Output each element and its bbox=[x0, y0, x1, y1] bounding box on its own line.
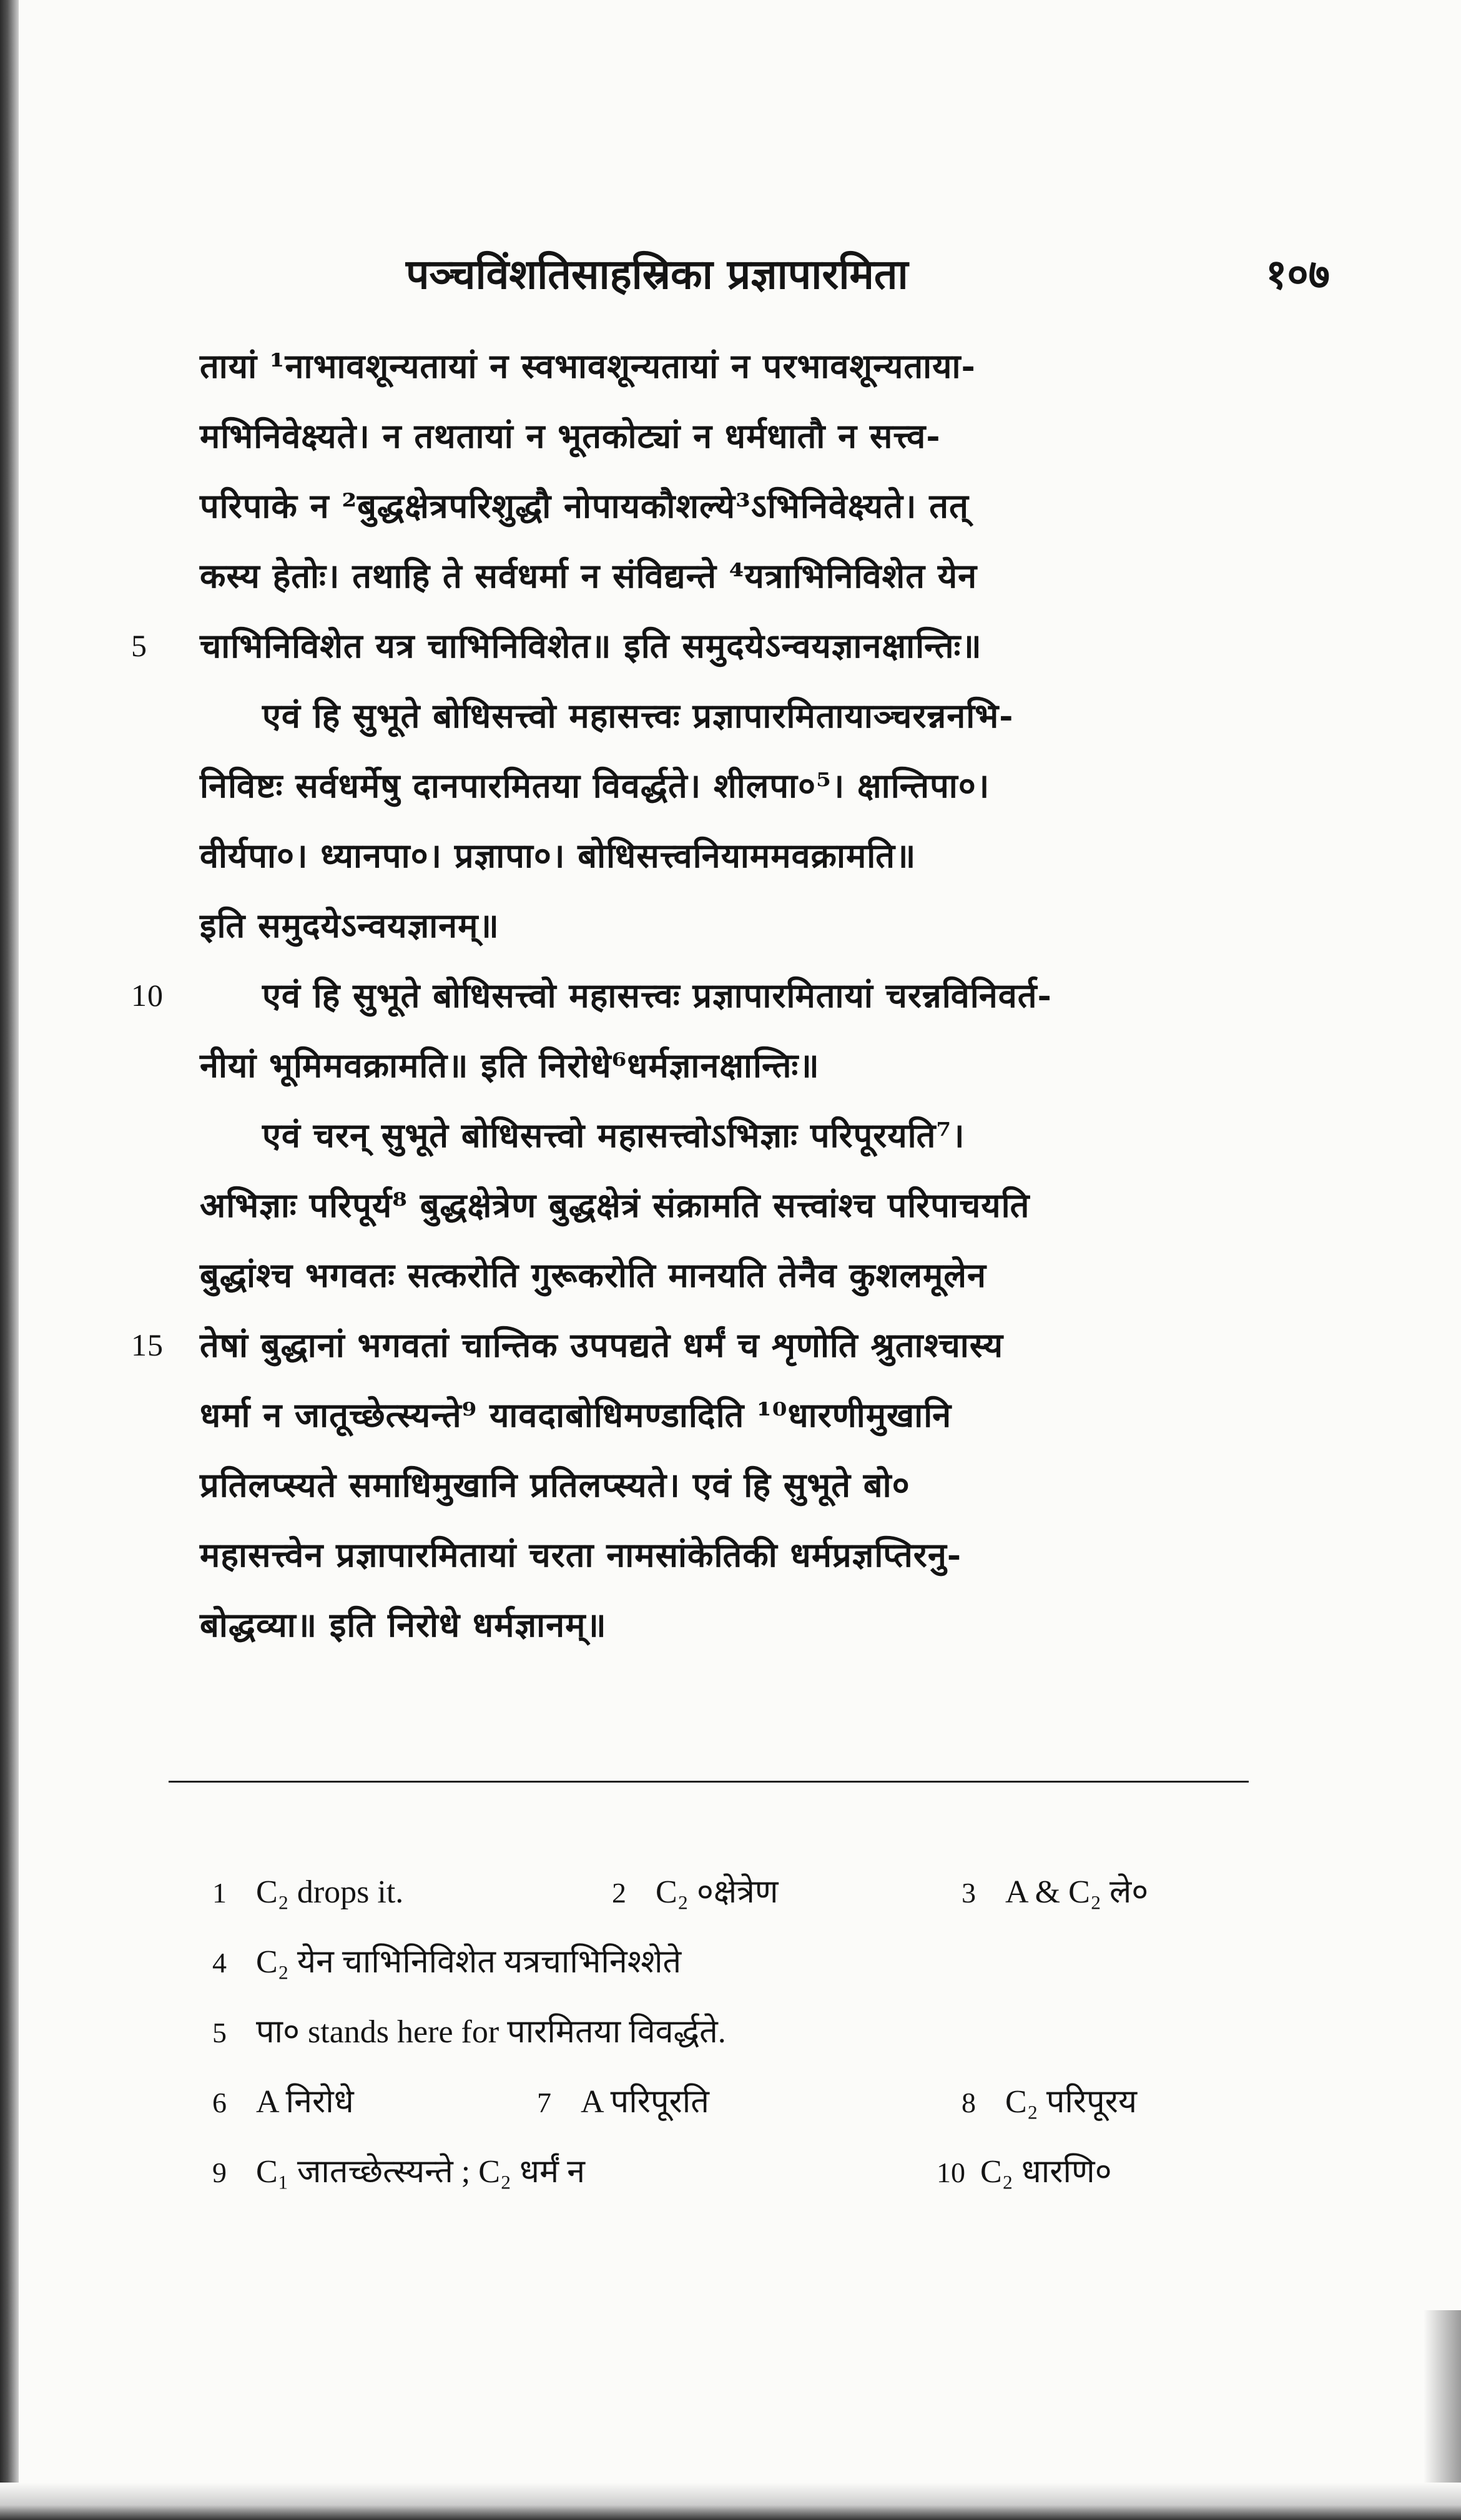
footnote-row bbox=[212, 1997, 1311, 2067]
line-text: धर्मा न जातूच्छेत्स्यन्ते⁹ यावदाबोधिमण्डादिति ¹⁰धारणीमुखानि bbox=[200, 1395, 952, 1435]
line-text: परिपाके न ²बुद्धक्षेत्रपरिशुद्धौ नोपायकौशल्ये³ऽभिनिवेक्ष्यते। तत् bbox=[200, 486, 969, 526]
line-text: एवं चरन् सुभूते बोधिसत्त्वो महासत्त्वोऽभिज्ञाः परिपूरयति⁷। bbox=[262, 1115, 965, 1155]
footnote-number: 2 bbox=[612, 1877, 626, 1909]
text-line bbox=[200, 1520, 1311, 1590]
text-line bbox=[200, 331, 1311, 401]
line-text: प्रतिलप्स्यते समाधिमुखानि प्रतिलप्स्यते। एवं हि सुभूते बो० bbox=[200, 1465, 910, 1505]
text-line bbox=[200, 471, 1311, 541]
footnote-text: C₂ परिपूरय bbox=[1005, 2084, 1138, 2120]
main-text bbox=[131, 331, 1311, 1660]
line-text: अभिज्ञाः परिपूर्य⁸ बुद्धक्षेत्रेण बुद्धक्षेत्रं संक्रामति सत्त्वांश्च परिपाचयति bbox=[200, 1185, 1030, 1225]
line-text: महासत्त्वेन प्रज्ञापारमितायां चरता नामसांकेतिकी धर्मप्रज्ञप्तिरनु- bbox=[200, 1535, 962, 1575]
page-header bbox=[406, 245, 1342, 313]
line-number: 15 bbox=[131, 1327, 164, 1362]
footnote-number: 1 bbox=[212, 1877, 227, 1909]
page-bottom-edge bbox=[0, 2483, 1461, 2520]
footnote bbox=[212, 2137, 585, 2208]
footnote-number: 9 bbox=[212, 2157, 227, 2188]
line-number: 10 bbox=[131, 978, 164, 1013]
footnotes bbox=[212, 1858, 1311, 2207]
line-number: 5 bbox=[131, 628, 147, 663]
footnote-number: 8 bbox=[962, 2087, 976, 2119]
page-binding-edge bbox=[0, 0, 19, 2520]
text-line bbox=[131, 960, 1311, 1030]
footnote-row bbox=[212, 1858, 1311, 1927]
footnote-text: A & C₂ ले० bbox=[1005, 1874, 1149, 1910]
text-line bbox=[200, 1380, 1311, 1450]
footnote-number: 3 bbox=[962, 1877, 976, 1909]
line-text: मभिनिवेक्ष्यते। न तथतायां न भूतकोट्यां न धर्मधातौ न सत्त्व- bbox=[200, 416, 941, 456]
footnote-number: 7 bbox=[537, 2087, 551, 2119]
text-line bbox=[200, 1170, 1311, 1240]
footnote-number: 4 bbox=[212, 1947, 227, 1979]
footnote-number: 5 bbox=[212, 2017, 227, 2049]
footnote-divider bbox=[169, 1781, 1249, 1783]
footnote bbox=[212, 1997, 726, 2068]
line-text: तायां ¹नाभावशून्यतायां न स्वभावशून्यतायां न परभावशून्यताया- bbox=[200, 346, 976, 386]
footnote-text: A निरोधे bbox=[256, 2084, 354, 2120]
text-line bbox=[200, 1450, 1311, 1520]
line-text: एवं हि सुभूते बोधिसत्त्वो महासत्त्वः प्रज्ञापारमितायां चरन्नविनिवर्त- bbox=[262, 975, 1052, 1015]
text-line bbox=[200, 890, 1311, 960]
line-text: एवं हि सुभूते बोधिसत्त्वो महासत्त्वः प्रज्ञापारमितायाञ्चरन्ननभि- bbox=[262, 696, 1014, 736]
footnote bbox=[612, 1858, 778, 1928]
text-line bbox=[200, 1590, 1311, 1660]
footnote bbox=[212, 2067, 354, 2138]
line-text: इति समुदयेऽन्वयज्ञानम्॥ bbox=[200, 905, 499, 945]
line-text: कस्य हेतोः। तथाहि ते सर्वधर्मा न संविद्यन्ते ⁴यत्राभिनिविशेत येन bbox=[200, 556, 978, 596]
footnote-text: A परिपूरति bbox=[581, 2084, 709, 2120]
text-line bbox=[200, 1240, 1311, 1310]
footnote bbox=[937, 2137, 1112, 2208]
running-title: पञ्चविंशतिसाहस्रिका प्रज्ञापारमिता bbox=[406, 250, 908, 298]
line-text: चाभिनिविशेत यत्र चाभिनिविशेत॥ इति समुदयेऽन्वयज्ञानक्षान्तिः॥ bbox=[200, 626, 982, 666]
text-line bbox=[200, 541, 1311, 611]
text-line bbox=[200, 401, 1311, 471]
text-line bbox=[200, 820, 1311, 890]
line-text: तेषां बुद्धानां भगवतां चान्तिक उपपद्यते धर्मं च शृणोति श्रुताश्चास्य bbox=[200, 1325, 1004, 1365]
line-text: निविष्टः सर्वधर्मेषु दानपारमितया विवर्द्धते। शीलपा०⁵। क्षान्तिपा०। bbox=[200, 765, 990, 805]
text-line bbox=[200, 681, 1311, 751]
text-line bbox=[200, 751, 1311, 820]
footnote-text: C₂ येन चाभिनिविशेत यत्रचाभिनिश्शेते bbox=[256, 1944, 682, 1980]
line-text: बोद्धव्या॥ इति निरोधे धर्मज्ञानम्॥ bbox=[200, 1605, 607, 1645]
footnote-row bbox=[212, 2137, 1311, 2207]
footnote-text: पा० stands here for पारमितया विवर्द्धते. bbox=[256, 2014, 726, 2050]
footnote-row bbox=[212, 1927, 1311, 1997]
page-number: १०७ bbox=[1266, 250, 1330, 298]
footnote-text: C₂ धारणि० bbox=[980, 2154, 1112, 2190]
text-line bbox=[131, 611, 1311, 681]
line-text: वीर्यपा०। ध्यानपा०। प्रज्ञापा०। बोधिसत्त्वनियाममवक्रामति॥ bbox=[200, 835, 917, 875]
footnote bbox=[962, 1858, 1148, 1928]
text-line bbox=[131, 1310, 1311, 1380]
footnote-row bbox=[212, 2067, 1311, 2137]
footnote bbox=[212, 1927, 681, 1998]
line-text: बुद्धांश्च भगवतः सत्करोति गुरूकरोति मानयति तेनैव कुशलमूलेन bbox=[200, 1255, 986, 1295]
text-line bbox=[200, 1100, 1311, 1170]
footnote-number: 6 bbox=[212, 2087, 227, 2119]
footnote bbox=[537, 2067, 709, 2138]
footnote-text: C₂ ०क्षेत्रेण bbox=[656, 1874, 779, 1910]
footnote-text: C₂ drops it. bbox=[256, 1874, 404, 1910]
line-text: नीयां भूमिमवक्रामति॥ इति निरोधे⁶धर्मज्ञानक्षान्तिः॥ bbox=[200, 1045, 820, 1085]
text-line bbox=[200, 1030, 1311, 1100]
footnote-text: C₁ जातच्छेत्स्यन्ते ; C₂ धर्मं न bbox=[256, 2154, 585, 2190]
footnote bbox=[212, 1858, 403, 1928]
footnote bbox=[962, 2067, 1137, 2138]
footnote-number: 10 bbox=[937, 2157, 965, 2188]
